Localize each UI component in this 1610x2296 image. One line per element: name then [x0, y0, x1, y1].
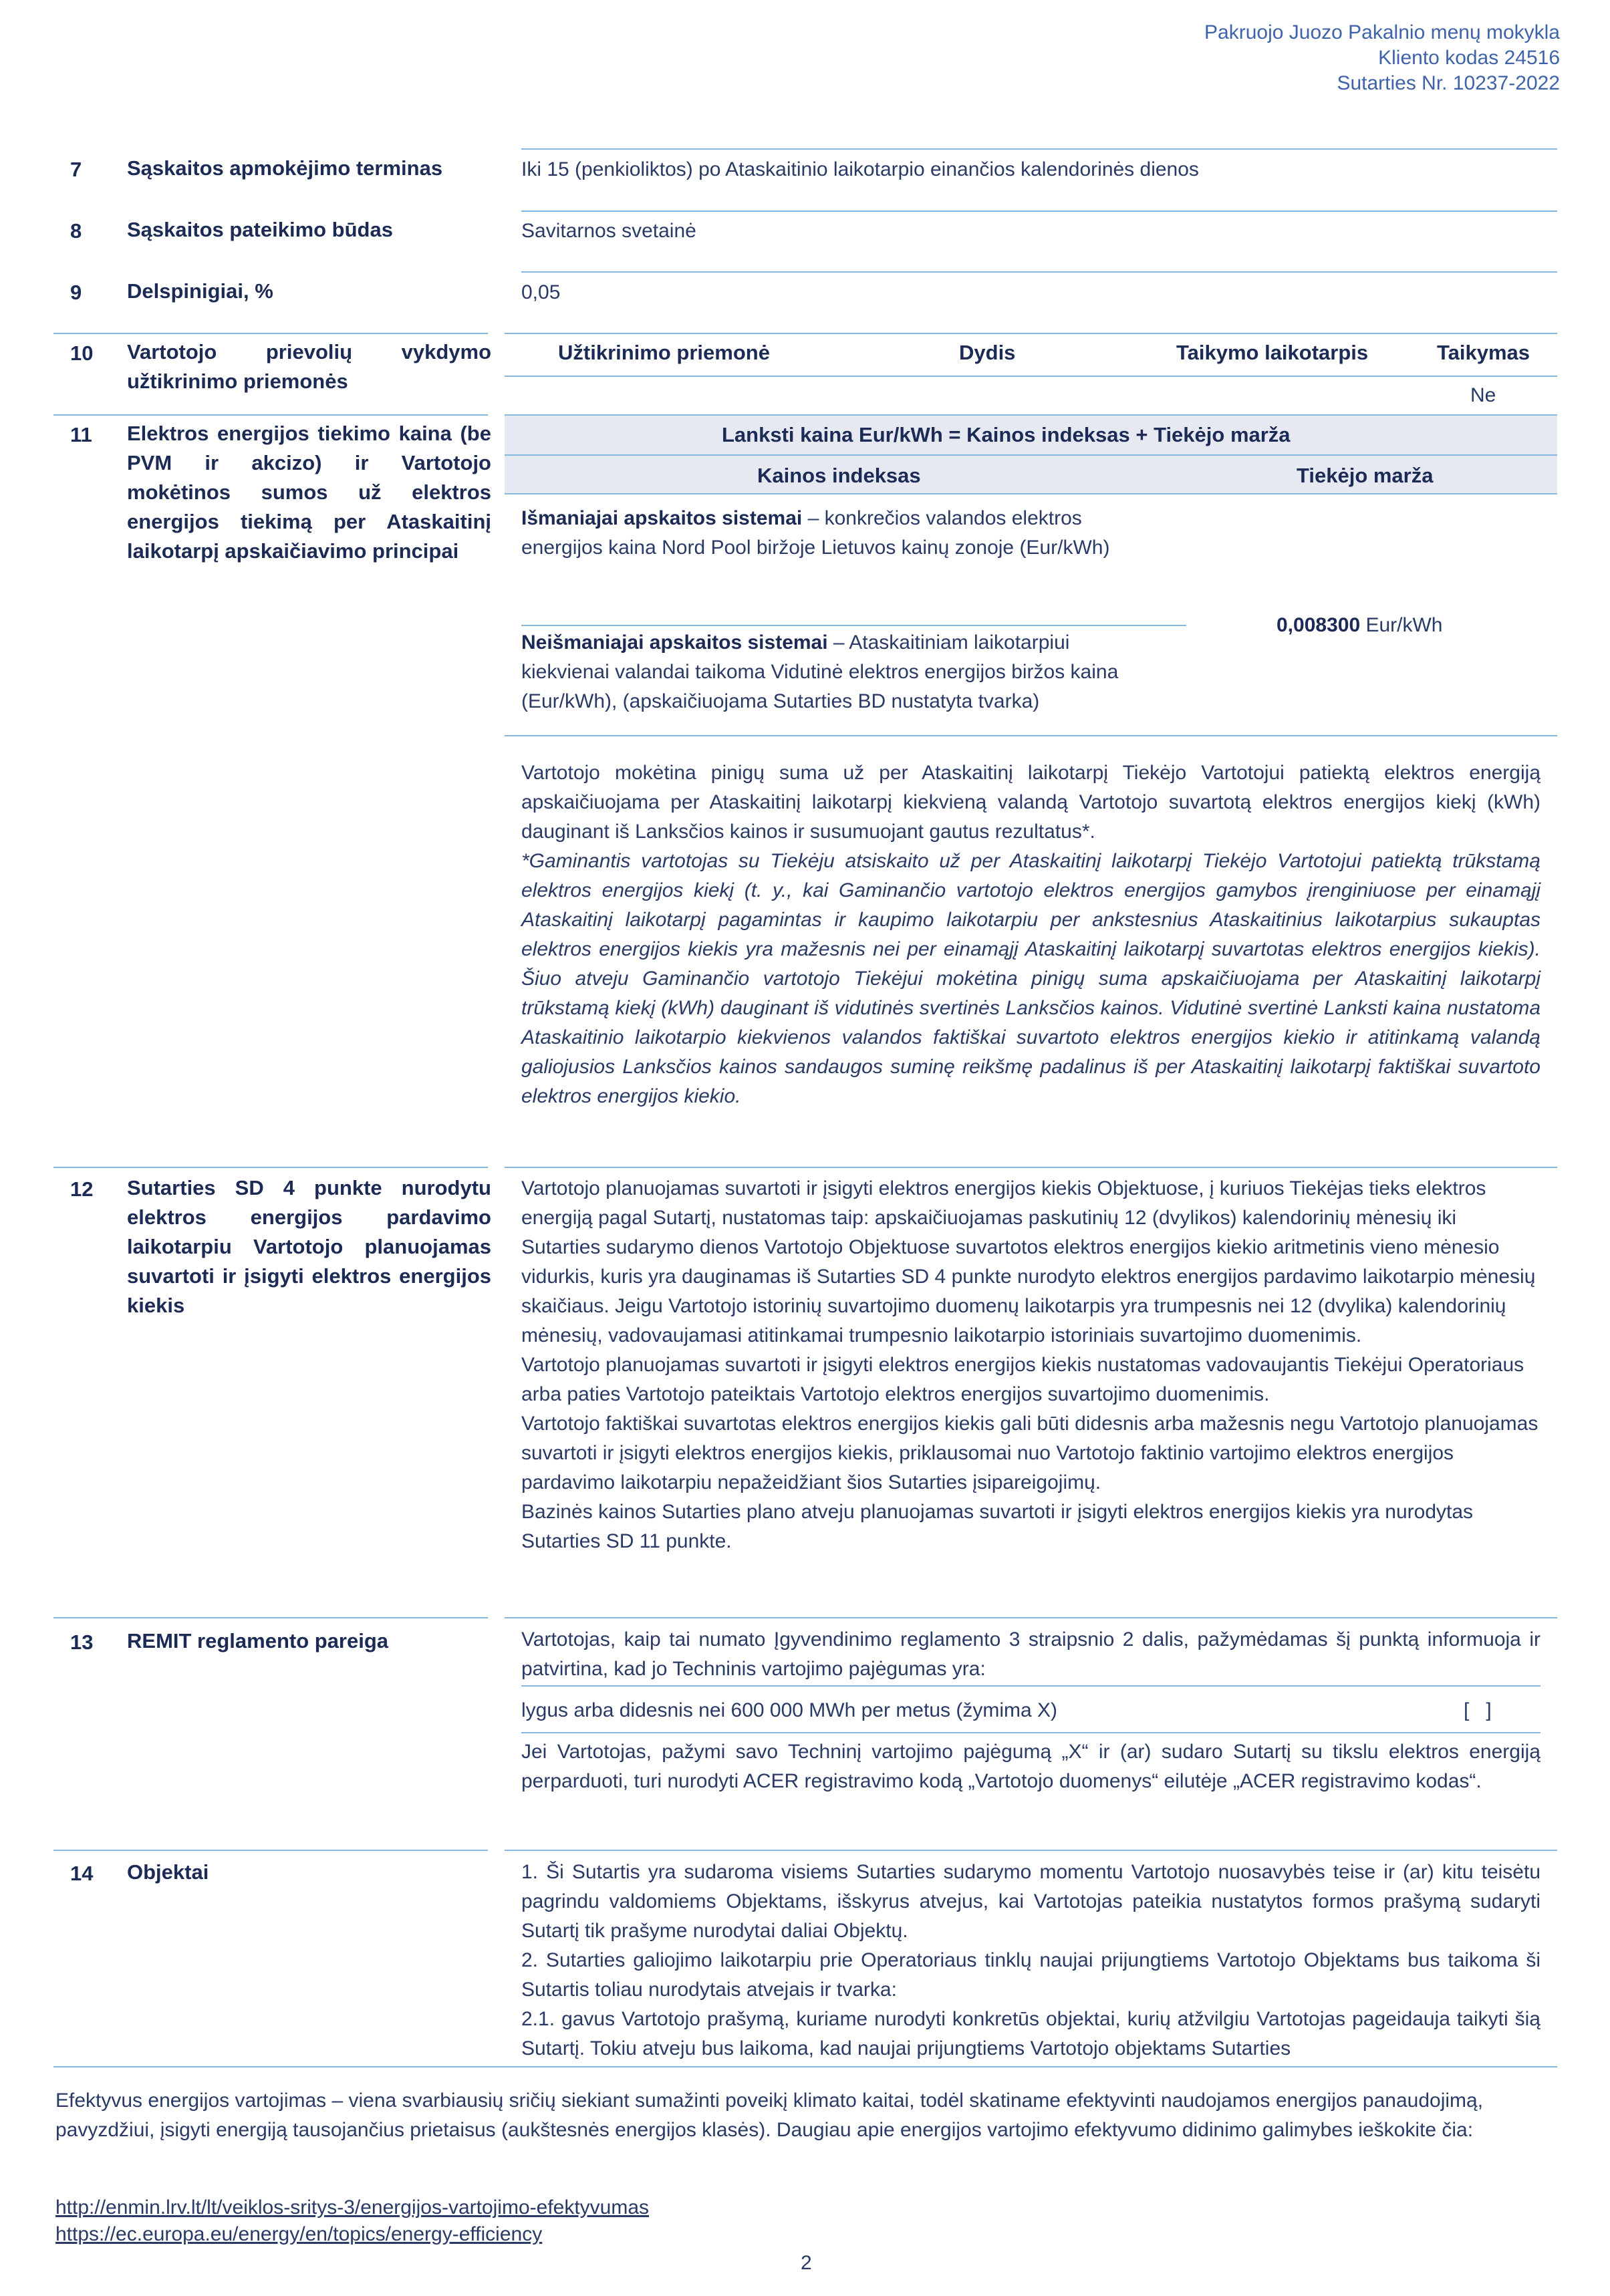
row-divider: [521, 210, 1557, 212]
column-header-laikotarpis: Taikymo laikotarpis: [1176, 341, 1369, 364]
page-number: 2: [801, 2252, 812, 2274]
nonsmart-meter-text: [521, 628, 1163, 716]
remit-acer-note: Jei Vartotojas, pažymi savo Techninį vartojimo pajėgumą „X“ ir (ar) sudaro Sutartį su tikslu elektros energiją perparduoti, turi nurodyti ACER registravimo kodą „Vartotojo duomenys“ eilutėje „ACER registravimo kodas“.: [521, 1741, 1540, 1792]
ec-europa-link[interactable]: https://ec.europa.eu/energy/en/topics/energy-efficiency: [55, 2223, 543, 2245]
taikymas-value: Ne: [1470, 384, 1496, 406]
row-divider: [53, 1167, 488, 1168]
nonsmart-meter-description: – Ataskaitiniam laikotarpiui kiekvienai valandai taikoma Vidutinė elektros energijos biržos kaina (Eur/kWh), (apskaičiuojama Sutarties BD nustatyta tvarka): [521, 631, 1119, 712]
row-7-label: Sąskaitos apmokėjimo terminas: [127, 156, 443, 180]
remit-option-bottom: [521, 1732, 1540, 1733]
row-divider: [53, 1617, 488, 1618]
row-9-label: Delspinigiai, %: [127, 279, 273, 303]
row-14-number: 14: [70, 1862, 94, 1885]
row-divider: [521, 271, 1557, 273]
index-divider: [521, 625, 1186, 626]
row-9-value: 0,05: [521, 281, 561, 303]
row-divider: [505, 1617, 1557, 1618]
enmin-link[interactable]: http://enmin.lrv.lt/lt/veiklos-sritys-3/energijos-vartojimo-efektyvumas: [55, 2196, 650, 2218]
client-code: Kliento kodas 24516: [1378, 47, 1560, 69]
row-divider: [521, 148, 1557, 150]
row-13-number: 13: [70, 1630, 94, 1654]
row-divider: [505, 333, 1557, 334]
row-8-value: Savitarnos svetainė: [521, 220, 696, 242]
row-12-text: Vartotojo planuojamas suvartoti ir įsigyti elektros energijos kiekis Objektuose, į kuriuos Tiekėjas tieks elektros energiją pagal Sutartį, nustatomas taip: apskaičiuojamas paskutinių 12 (dvylikos) kalendorinių mėnesių iki Sutarties sudarymo dienos Vartotojo Objektuose suvartotos elektros energijos kiekio aritmetinis vieno mėnesio vidurkis, kuris yra dauginamas iš Sutarties SD 4 punkte nurodyto elektros energijos pardavimo laikotarpio mėnesių skaičiaus. Jeigu Vartotojo istorinių suvartojimo duomenų laikotarpis yra trumpesnis nei 12 (dvylika) kalendorinių mėnesių, vadovaujamasi atitinkamai trumpesnio laikotarpio istoriniais suvartojimo duomenimis. Vartotojo planuojamas suvartoti ir įsigyti elektros energijos kiekis nustatomas vadovaujantis Tiekėjui Operatoriaus arba paties Vartotojo pateiktais Vartotojo elektros energijos suvartojimo duomenimis. Vartotojo faktiškai suvartotas elektros energijos kiekis gali būti didesnis arba mažesnis negu Vartotojo planuojamas suvartoti ir įsigyti elektros energijos kiekis, priklausomai nuo Vartotojo faktinio vartojimo elektros energijos pardavimo laikotarpiu nepažeidžiant šios Sutarties įsipareigojimų. Bazinės kainos Sutarties plano atveju planuojamas suvartoti ir įsigyti elektros energijos kiekis yra nurodytas Sutarties SD 11 punkte.: [521, 1177, 1538, 1552]
row-12-number: 12: [70, 1177, 94, 1201]
row-13-label: REMIT reglamento pareiga: [127, 1629, 389, 1653]
row-7-value: Iki 15 (penkioliktos) po Ataskaitinio laikotarpio einančios kalendorinės dienos: [521, 158, 1199, 180]
margin-amount: 0,008300: [1277, 614, 1361, 636]
row-12-label: Sutarties SD 4 punkte nurodytu elektros energijos pardavimo laikotarpiu Vartotojo planuojamas suvartoti ir įsigyti elektros energijos kiekis: [127, 1176, 491, 1317]
row-divider: [53, 1850, 488, 1851]
contract-number: Sutarties Nr. 10237-2022: [1337, 72, 1560, 94]
table-header-divider: [505, 376, 1557, 377]
row-10-number: 10: [70, 341, 94, 365]
column-header-priemone: Užtikrinimo priemonė: [558, 341, 770, 364]
remit-statement: Vartotojas, kaip tai numato Įgyvendinimo reglamento 3 straipsnio 2 dalis, pažymėdamas šį punktą informuoja ir patvirtina, kad jo Techninis vartojimo pajėgumas yra:: [521, 1628, 1540, 1680]
supplier-margin-value: [1277, 611, 1544, 640]
row-8-label: Sąskaitos pateikimo būdas: [127, 218, 393, 241]
column-header-taikymas: Taikymas: [1437, 341, 1530, 364]
nonsmart-meter-title: Neišmaniajai apskaitos sistemai: [521, 631, 828, 654]
producing-consumer-paragraph: *Gaminantis vartotojas su Tiekėju atsiskaito už per Ataskaitinį laikotarpį Tiekėjo Vartotojui patiektą trūkstamą elektros energijos kiekį (t. y., kai Gaminančio vartotojo elektros energijos gamybos įrenginiuose per einamąjį Ataskaitinį laikotarpį pagamintas ir kaupimo laikotarpiu per ankstesnius Ataskaitinius laikotarpius sukauptas elektros energijos kiekis yra mažesnis nei per einamąjį Ataskaitinį laikotarpį suvartotas elektros energijos kiekis). Šiuo atveju Gaminančio vartotojo Tiekėjui mokėtina pinigų suma apskaičiuojama per Ataskaitinį laikotarpį trūkstamą kiekį (kWh) dauginant iš vidutinės svertinės Lanksčios kainos. Vidutinė svertinė Lanksti kaina nustatoma Ataskaitinio laikotarpio kiekvienos valandos faktiškai suvartoto elektros energijos kiekio ir atitinkamą valandą galiojusios Lanksčios kainos sandaugos suminę reikšmę padalinus iš per Ataskaitinį laikotarpį faktiškai suvartoto elektros energijos kiekio.: [521, 850, 1540, 1107]
subheader-divider: [505, 493, 1557, 494]
column-header-index: Kainos indeksas: [757, 464, 921, 487]
row-divider: [505, 1850, 1557, 1851]
row-divider: [505, 414, 1557, 416]
payment-calculation-paragraph: Vartotojo mokėtina pinigų suma už per Ataskaitinį laikotarpį Tiekėjo Vartotojui patiektą elektros energiją apskaičiuojama per Ataskaitinį laikotarpį kiekvieną valandą Vartotojo suvartotą elektros energijos kiekį (kWh) dauginant iš Lanksčios kainos ir susumuojant gautus rezultatus*.: [521, 762, 1540, 843]
row-8-number: 8: [70, 219, 82, 243]
margin-unit: Eur/kWh: [1360, 614, 1443, 636]
row-14-text: 1. Ši Sutartis yra sudaroma visiems Sutarties sudarymo momentu Vartotojo nuosavybės teise ir (ar) kitu teisėtu pagrindu valdomiems Objektams, išskyrus atvejus, kai Vartotojas pateikia nustatytos formos prašymą sudaryti Sutartį tik prašyme nurodytai daliai Objektų. 2. Sutarties galiojimo laikotarpiu prie Operatoriaus tinklų naujai prijungtiems Vartotojo Objektams bus taikoma ši Sutartis toliau nurodytais atvejais ir tvarka: 2.1. gavus Vartotojo prašymą, kuriame nurodyti konkretūs objektai, kurių atžvilgiu Vartotojas pageidauja taikyti šią Sutartį. Tokiu atveju bus laikoma, kad naujai prijungtiems Vartotojo objektams Sutarties: [521, 1861, 1540, 2059]
column-header-dydis: Dydis: [959, 341, 1016, 364]
remit-option-label: lygus arba didesnis nei 600 000 MWh per metus (žymima X): [521, 1699, 1058, 1721]
column-header-margin: Tiekėjo marža: [1297, 464, 1434, 487]
row-7-number: 7: [70, 158, 82, 181]
smart-meter-title: Išmaniajai apskaitos sistemai: [521, 507, 803, 529]
row-9-number: 9: [70, 281, 82, 304]
row-divider: [53, 333, 488, 334]
row-11-number: 11: [70, 423, 92, 446]
row-11-label: Elektros energijos tiekimo kaina (be PVM ir akcizo) ir Vartotojo mokėtinos sumos už elektros energijos tiekimą per Ataskaitinį laikotarpį apskaičiavimo principai: [127, 422, 491, 563]
energy-efficiency-note: Efektyvus energijos vartojimas – viena svarbiausių sričių siekiant sumažinti poveikį klimato kaitai, todėl skatiname efektyvinti naudojamos energijos panaudojimą, pavyzdžiui, įsigyti energiją tausojančius prietaisus (aukštesnės energijos klasės). Daugiau apie energijos vartojimo efektyvumo didinimo galimybes ieškokite čia:: [55, 2090, 1484, 2141]
row-14-label: Objektai: [127, 1860, 209, 1884]
table-bottom-rule: [53, 2066, 1557, 2067]
remit-option-top: [521, 1685, 1540, 1687]
table-bottom-divider: [505, 735, 1557, 736]
row-divider: [505, 1167, 1557, 1168]
remit-checkbox[interactable]: [ ]: [1464, 1699, 1492, 1721]
document-header: [1204, 20, 1560, 96]
smart-meter-text: [521, 504, 1163, 563]
smart-meter-description: – konkrečios valandos elektros energijos kaina Nord Pool biržoje Lietuvos kainų zonoje (Eur/kWh): [521, 507, 1110, 559]
school-name: Pakruojo Juozo Pakalnio menų mokykla: [1204, 21, 1560, 43]
row-10-label: Vartotojo prievolių vykdymo užtikrinimo priemonės: [127, 340, 491, 393]
price-formula: Lanksti kaina Eur/kWh = Kainos indeksas + Tiekėjo marža: [722, 423, 1291, 446]
row-divider: [53, 414, 488, 416]
